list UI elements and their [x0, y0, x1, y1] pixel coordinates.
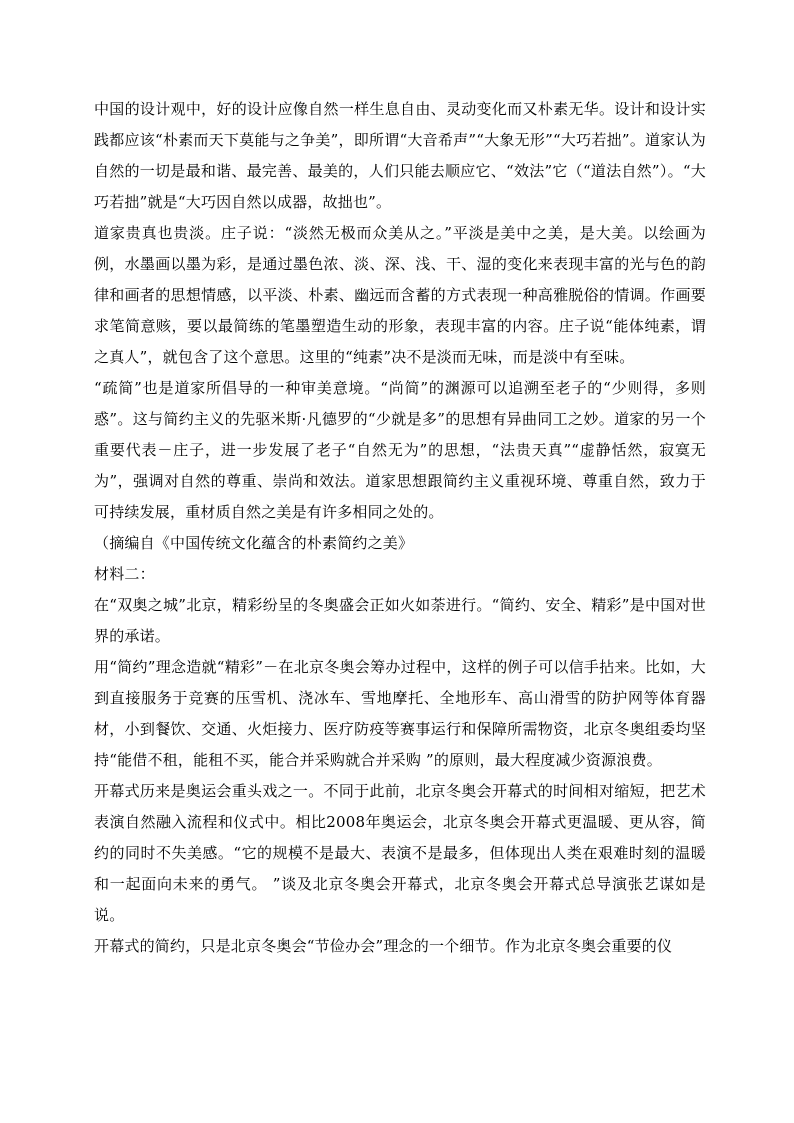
- paragraph-frugal-games: 开幕式的简约，只是北京冬奥会“节俭办会”理念的一个细节。作为北京冬奥会重要的仪: [94, 937, 673, 955]
- paragraph-design-view: 中国的设计观中，好的设计应像自然一样生息自由、灵动变化而又朴素无华。设计和设计实践都应该“朴素而天下莫能与之争美”，即所谓“大音希声”“大象无形”“大巧若拙”。道家认为自然的一切是最和谐、最完善、最美的，人们只能去顺应它、“效法”它（“道法自然”）。“大巧若拙”就是“大巧因自然以成器，故拙也”。: [94, 100, 706, 211]
- paragraph-double-olympic-city: 在“双奥之城”北京，精彩纷呈的冬奥盛会正如火如荼进行。“简约、安全、精彩”是中国对世界的承诺。: [94, 596, 706, 645]
- source-citation: （摘编自《中国传统文化蕴含的朴素简约之美》: [94, 534, 414, 552]
- paragraph-simplicity-excellence: 用“简约”理念造就“精彩”－在北京冬奥会筹办过程中，这样的例子可以信手拈来。比如，大到直接服务于竞赛的压雪机、浇冰车、雪地摩托、全地形车、高山滑雪的防护网等体育器材，小到餐饮、交通、火炬接力、医疗防疫等赛事运行和保障所需物资，北京冬奥组委均坚持“能借不租，能租不买，能合并采购就合并采购 ”的原则，最大程度减少资源浪费。: [94, 658, 706, 769]
- material-two-heading: 材料二：: [94, 565, 155, 583]
- paragraph-taoist-plainness: 道家贵真也贵淡。庄子说：“淡然无极而众美从之。”平淡是美中之美，是大美。以绘画为例，水墨画以墨为彩，是通过墨色浓、淡、深、浅、干、湿的变化来表现丰富的光与色的韵律和画者的思想情感，以平淡、朴素、幽远而含蓄的方式表现一种高雅脱俗的情调。作画要求笔简意赅，要以最简练的笔墨塑造生动的形象，表现丰富的内容。庄子说“能体纯素，谓之真人”，就包含了这个意思。这里的“纯素”决不是淡而无味，而是淡中有至味。: [94, 224, 706, 366]
- paragraph-simplicity-aesthetic: “疏简”也是道家所倡导的一种审美意境。“尚简”的渊源可以追溯至老子的“少则得，多则惑”。这与简约主义的先驱米斯·凡德罗的“少就是多”的思想有异曲同工之妙。道家的另一个重要代表－庄子，进一步发展了老子“自然无为”的思想，“法贵天真”“虚静恬然，寂寞无为”，强调对自然的尊重、崇尚和效法。道家思想跟简约主义重视环境、尊重自然，致力于可持续发展，重材质自然之美是有许多相同之处的。: [94, 379, 706, 521]
- document-page: [94, 94, 706, 962]
- paragraph-opening-ceremony: 开幕式历来是奥运会重头戏之一。不同于此前，北京冬奥会开幕式的时间相对缩短，把艺术表演自然融入流程和仪式中。相比2008年奥运会，北京冬奥会开幕式更温暖、更从容，简约的同时不失美感。“它的规模不是最大、表演不是最多，但体现出人类在艰难时刻的温暖和一起面向未来的勇气。 ”谈及北京冬奥会开幕式，北京冬奥会开幕式总导演张艺谋如是说。: [94, 782, 706, 924]
